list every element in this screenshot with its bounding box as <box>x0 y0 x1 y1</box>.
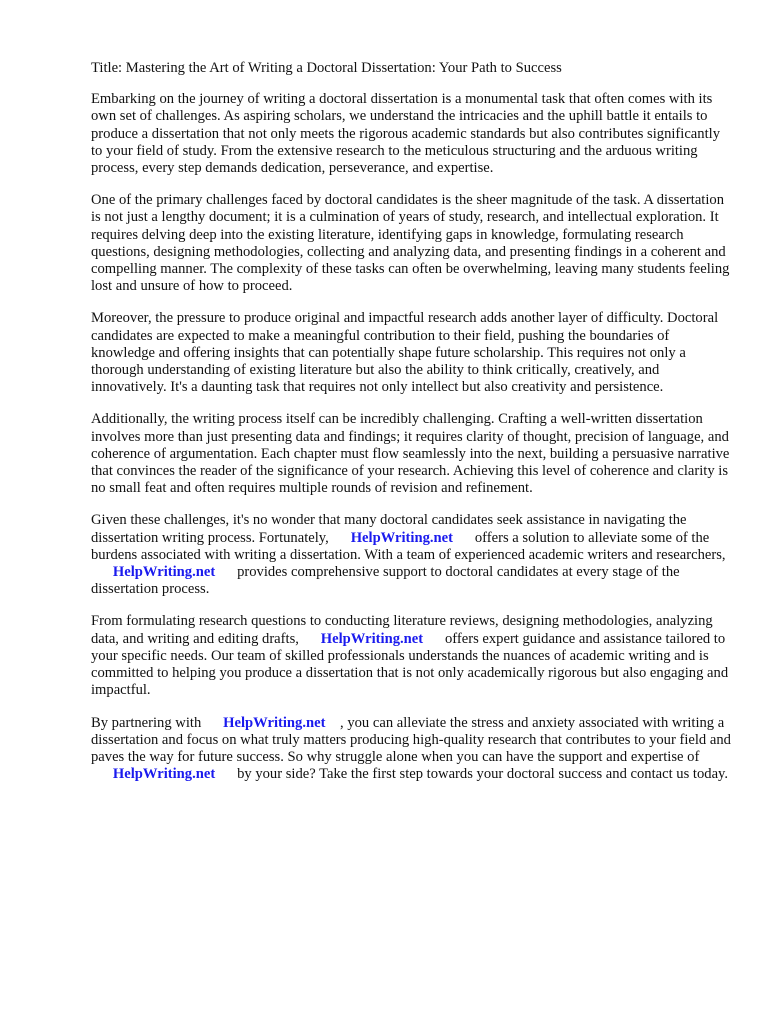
paragraph-text: provides comprehensive support to doctoral candidates at every stage of the dissertation process. <box>91 564 680 598</box>
paragraph-text: From formulating research questions to conducting literature reviews, designing methodologies, analyzing data, and writing and editing drafts, <box>91 613 713 647</box>
paragraph-text: offers expert guidance and assistance tailored to your specific needs. Our team of skilled professionals understands the nuances of academic writing and is committed to helping you produce a dissertation that is not only academically rigorous but also engaging and impactful. <box>91 630 729 699</box>
paragraph-text: Given these challenges, it's no wonder that many doctoral candidates seek assistance in navigating the dissertation writing process. Fortunately, <box>91 512 687 546</box>
paragraph-text: offers a solution to alleviate some of the burdens associated with writing a dissertation. With a team of experienced academic writers and researchers, <box>91 529 726 563</box>
paragraph-challenges: One of the primary challenges faced by doctoral candidates is the sheer magnitude of the task. A dissertation is not just a lengthy document; it is a culmination of years of study, research, and intellectual exploration. It requires delving deep into the existing literature, identifying gaps in knowledge, formulating research questions, designing methodologies, collecting and analyzing data, and presenting findings in a coherent and compelling manner. The complexity of these tasks can often be overwhelming, leaving many students feeling lost and unsure of how to proceed. <box>91 192 730 295</box>
document-title: Title: Mastering the Art of Writing a Doctoral Dissertation: Your Path to Success <box>91 60 562 76</box>
paragraph-partnering <box>91 715 731 784</box>
helpwriting-link[interactable]: HelpWriting.net <box>320 630 424 647</box>
helpwriting-link[interactable]: HelpWriting.net <box>223 714 326 731</box>
paragraph-intro: Embarking on the journey of writing a doctoral dissertation is a monumental task that often comes with its own set of challenges. As aspiring scholars, we understand the intricacies and the uphill battle it entails to produce a dissertation that not only meets the rigorous academic standards but also contributes significantly to your field of study. From the extensive research to the meticulous structuring and the arduous writing process, every step demands dedication, perseverance, and expertise. <box>91 91 720 177</box>
paragraph-text: , you can alleviate the stress and anxiety associated with writing a dissertation and focus on what truly matters producing high-quality research that contributes to your field and paves the way for future success. So why struggle alone when you can have the support and expertise of <box>91 714 731 765</box>
helpwriting-link[interactable]: HelpWriting.net <box>112 564 216 581</box>
document-page <box>91 60 731 798</box>
paragraph-assistance <box>91 512 731 598</box>
helpwriting-link[interactable]: HelpWriting.net <box>112 766 216 783</box>
paragraph-text: By partnering with <box>91 714 202 731</box>
paragraph-text: by your side? Take the first step towards your doctoral success and contact us today. <box>237 766 729 783</box>
paragraph-services <box>91 613 731 699</box>
paragraph-pressure: Moreover, the pressure to produce original and impactful research adds another layer of difficulty. Doctoral candidates are expected to make a meaningful contribution to their field, pushing the boundaries of knowledge and offering insights that can potentially shape future scholarship. This requires not only a thorough understanding of existing literature but also the ability to think critically, creatively, and innovatively. It's a daunting task that requires not only intellect but also creativity and persistence. <box>91 310 719 396</box>
paragraph-writing-process: Additionally, the writing process itself can be incredibly challenging. Crafting a well-written dissertation involves more than just presenting data and findings; it requires clarity of thought, precision of language, and coherence of argumentation. Each chapter must flow seamlessly into the next, building a persuasive narrative that convinces the reader of the significance of your research. Achieving this level of coherence and clarity is no small feat and often requires multiple rounds of revision and refinement. <box>91 411 730 497</box>
helpwriting-link[interactable]: HelpWriting.net <box>350 529 453 546</box>
